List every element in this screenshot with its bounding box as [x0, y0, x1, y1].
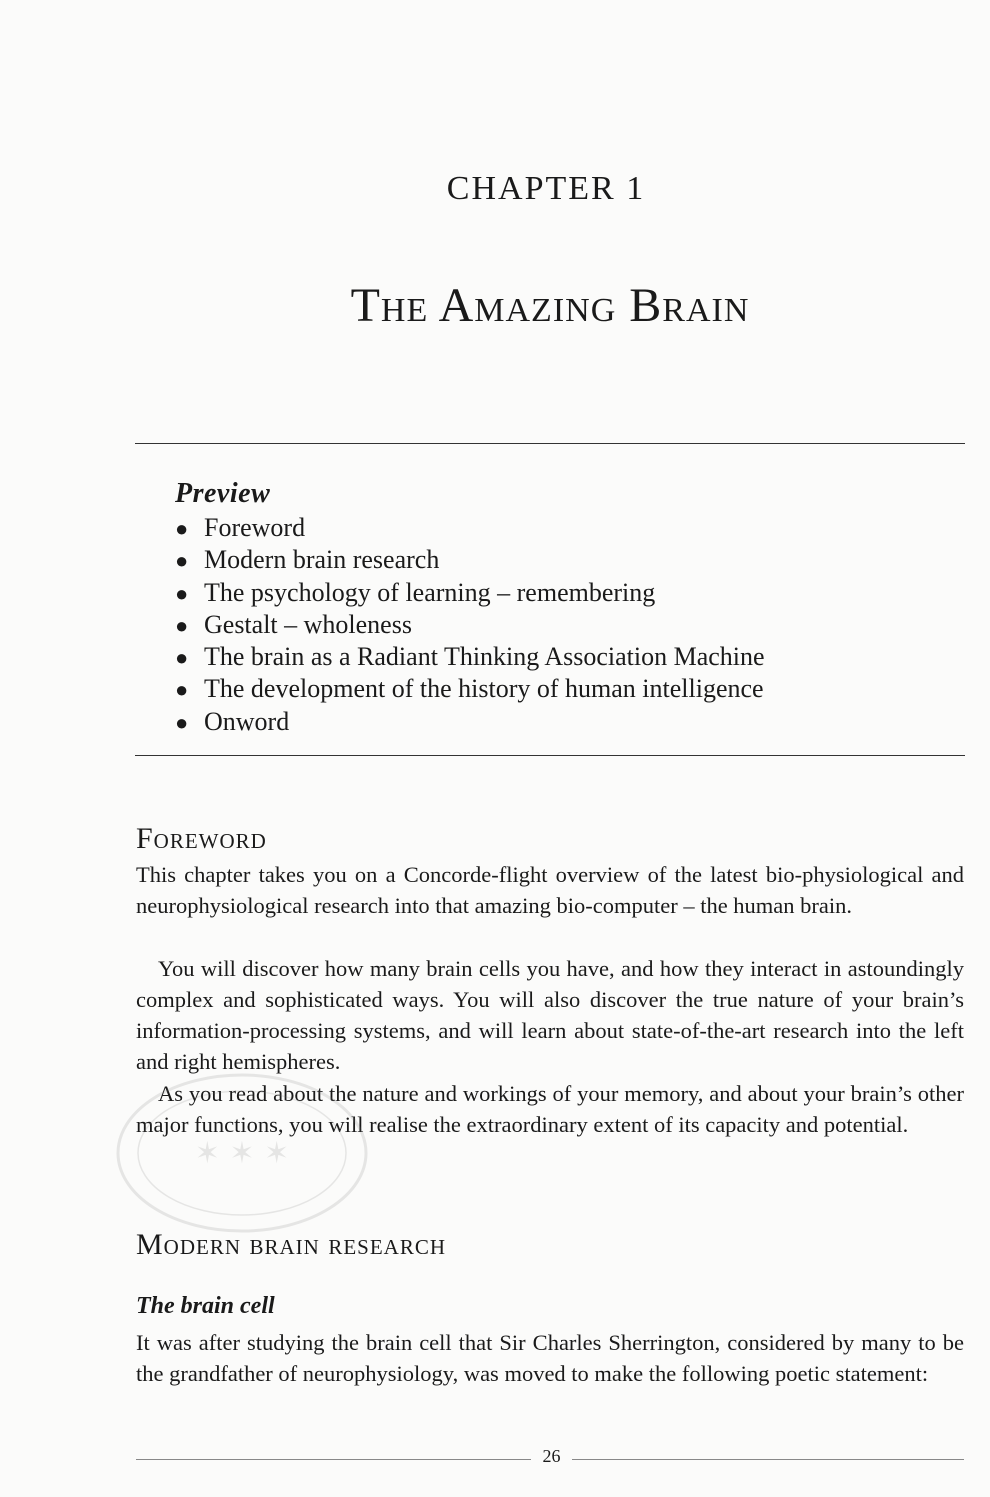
page-number: 26: [542, 1446, 561, 1466]
preview-top-rule: [135, 443, 965, 444]
chapter-label: CHAPTER 1: [446, 170, 646, 207]
preview-item-label: Foreword: [204, 513, 306, 542]
preview-item: [175, 577, 765, 609]
preview-item-label: The psychology of learning – remembering: [204, 577, 656, 607]
bullet-icon: ●: [175, 677, 189, 703]
bullet-icon: ●: [175, 580, 189, 606]
preview-bottom-rule: [135, 755, 965, 756]
foreword-paragraph-2: You will discover how many brain cells you have, and how they interact in astoundingly complex and sophisticated ways. You will also discover the true nature of your brain’s information-processing systems, and will learn about state-of-the-art research into the left and right hemispheres.: [136, 956, 964, 1074]
preview-list: [175, 512, 765, 738]
brain-cell-subheading: The brain cell: [136, 1293, 275, 1319]
bullet-icon: ●: [175, 516, 189, 541]
footer-rule-left: [136, 1459, 531, 1460]
preview-item-label: Modern brain research: [204, 545, 440, 575]
preview-item: [175, 641, 765, 673]
bullet-icon: ●: [175, 709, 189, 735]
foreword-paragraph-1: This chapter takes you on a Concorde-flight overview of the latest bio-physiological and neurophysiological research into that amazing bio-computer – the human brain.: [136, 862, 964, 918]
footer-rule-right: [572, 1459, 964, 1460]
preview-item: [175, 609, 765, 641]
brain-cell-paragraph: It was after studying the brain cell that Sir Charles Sherrington, considered by many to be the grandfather of neurophysiology, was moved to make the following poetic statement:: [136, 1330, 964, 1386]
preview-item: [175, 544, 765, 576]
preview-item: [175, 512, 765, 544]
foreword-paragraph-3: As you read about the nature and workings of your memory, and about your brain’s other major functions, you will realise the extraordinary extent of its capacity and potential.: [136, 1081, 964, 1137]
preview-heading: Preview: [175, 478, 271, 509]
bullet-icon: ●: [175, 612, 189, 638]
preview-item-label: Onword: [204, 706, 290, 736]
preview-item-label: The brain as a Radiant Thinking Association Machine: [204, 642, 765, 672]
modern-research-heading: Modern brain research: [136, 1228, 447, 1261]
bullet-icon: ●: [175, 645, 189, 671]
svg-text:✶ ✶ ✶: ✶ ✶ ✶: [194, 1136, 290, 1171]
preview-item-label: The development of the history of human intelligence: [204, 674, 764, 704]
bullet-icon: ●: [175, 548, 189, 574]
preview-item-label: Gestalt – wholeness: [204, 609, 412, 639]
preview-item: [175, 673, 765, 705]
chapter-title: The Amazing Brain: [350, 279, 750, 332]
foreword-heading: Foreword: [136, 822, 267, 855]
preview-item: [175, 706, 765, 738]
